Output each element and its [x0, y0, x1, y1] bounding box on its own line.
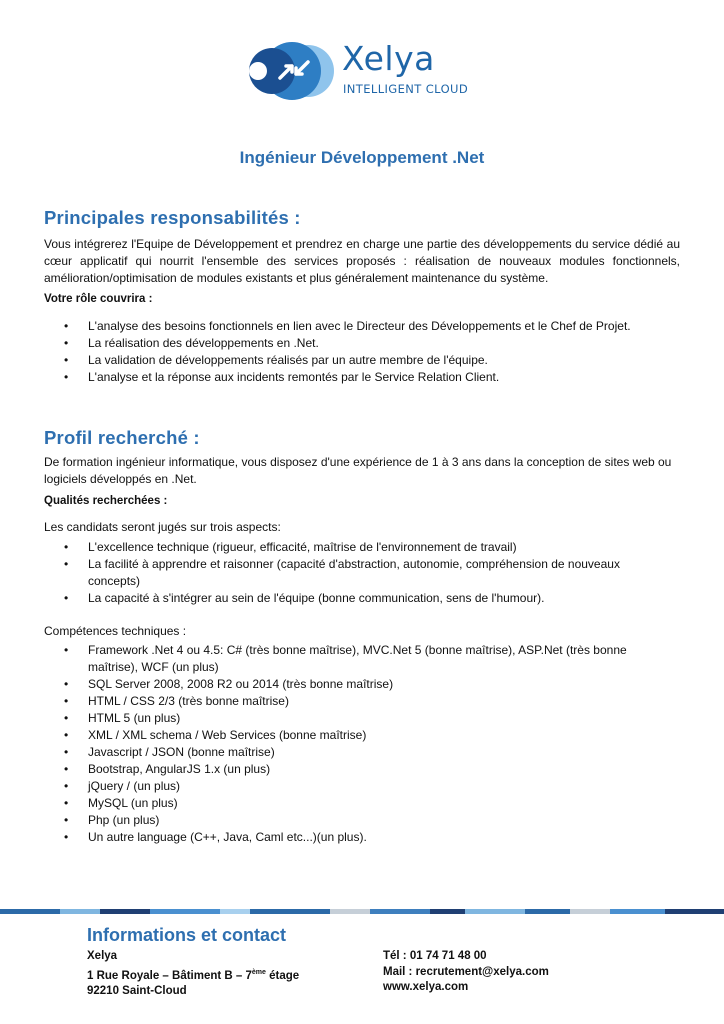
- qualities-list: [44, 539, 644, 607]
- contact-address: [87, 949, 299, 999]
- list-item: • Bootstrap, AngularJS 1.x (un plus): [64, 762, 271, 776]
- list-item: • HTML 5 (un plus): [64, 711, 181, 725]
- responsibilities-intro: Vous intégrerez l'Equipe de Développement et prendrez en charge une partie des développements du service dédié au cœur applicatif qui nourrit l'ensemble des services proposés : réalisation de nouveaux modules fonctionnels, amélioration/optimisation de modules existants et plus généralement maintenance du système.: [44, 237, 680, 285]
- xelya-logo-icon: [246, 38, 342, 104]
- qualities-intro: Les candidats seront jugés sur trois aspects:: [44, 520, 281, 534]
- logo-tagline: INTELLIGENT CLOUD: [343, 82, 469, 96]
- list-item: • Un autre language (C++, Java, Caml etc...)(un plus).: [64, 830, 367, 844]
- list-item: • L'analyse et la réponse aux incidents remontés par le Service Relation Client.: [64, 370, 500, 384]
- role-label: Votre rôle couvrira :: [44, 293, 153, 305]
- skills-intro: Compétences techniques :: [44, 624, 187, 638]
- list-item: • XML / XML schema / Web Services (bonne maîtrise): [64, 728, 367, 742]
- contact-heading: Informations et contact: [87, 925, 287, 945]
- company-name: Xelya: [87, 950, 118, 962]
- city: 92210 Saint-Cloud: [87, 984, 187, 997]
- list-item: • HTML / CSS 2/3 (très bonne maîtrise): [64, 694, 289, 708]
- list-item: • SQL Server 2008, 2008 R2 ou 2014 (très bonne maîtrise): [64, 677, 394, 691]
- skills-list: [44, 642, 644, 846]
- qualities-label: Qualités recherchées :: [44, 495, 168, 507]
- list-item: • L'analyse des besoins fonctionnels en lien avec le Directeur des Développements et le Chef de Projet.: [64, 319, 631, 333]
- responsibilities-heading: Principales responsabilités :: [44, 207, 301, 228]
- contact-details: [383, 949, 549, 996]
- job-title: Ingénieur Développement .Net: [239, 148, 485, 167]
- list-item: • La validation de développements réalisés par un autre membre de l'équipe.: [64, 353, 488, 367]
- role-list: [44, 318, 684, 386]
- list-item: • La facilité à apprendre et raisonner (capacité d'abstraction, autonomie, compréhension de nouveaux concepts): [64, 557, 620, 588]
- company-logo: [246, 38, 486, 104]
- list-item: • jQuery / (un plus): [64, 779, 181, 793]
- phone: Tél : 01 74 71 48 00: [383, 950, 487, 962]
- list-item: • L'excellence technique (rigueur, efficacité, maîtrise de l'environnement de travail): [64, 540, 517, 554]
- email-link[interactable]: Mail : recrutement@xelya.com: [383, 965, 549, 978]
- footer-divider: [0, 909, 724, 914]
- street-address: 1 Rue Royale – Bâtiment B – 7ème étage: [87, 968, 300, 982]
- list-item: • Framework .Net 4 ou 4.5: C# (très bonne maîtrise), MVC.Net 5 (bonne maîtrise), ASP.Net (très bonne maîtrise), WCF (un plus): [64, 643, 627, 674]
- profile-heading: Profil recherché :: [44, 427, 200, 448]
- list-item: • Javascript / JSON (bonne maîtrise): [64, 745, 275, 759]
- logo-name: Xelya: [342, 39, 435, 78]
- list-item: • La capacité à s'intégrer au sein de l'équipe (bonne communication, sens de l'humour).: [64, 591, 545, 605]
- list-item: • Php (un plus): [64, 813, 160, 827]
- profile-intro: De formation ingénieur informatique, vous disposez d'une expérience de 1 à 3 ans dans la conception de sites web ou logiciels développés en .Net.: [44, 455, 672, 486]
- list-item: • La réalisation des développements en .Net.: [64, 336, 319, 350]
- list-item: • MySQL (un plus): [64, 796, 178, 810]
- website-link[interactable]: www.xelya.com: [383, 981, 469, 993]
